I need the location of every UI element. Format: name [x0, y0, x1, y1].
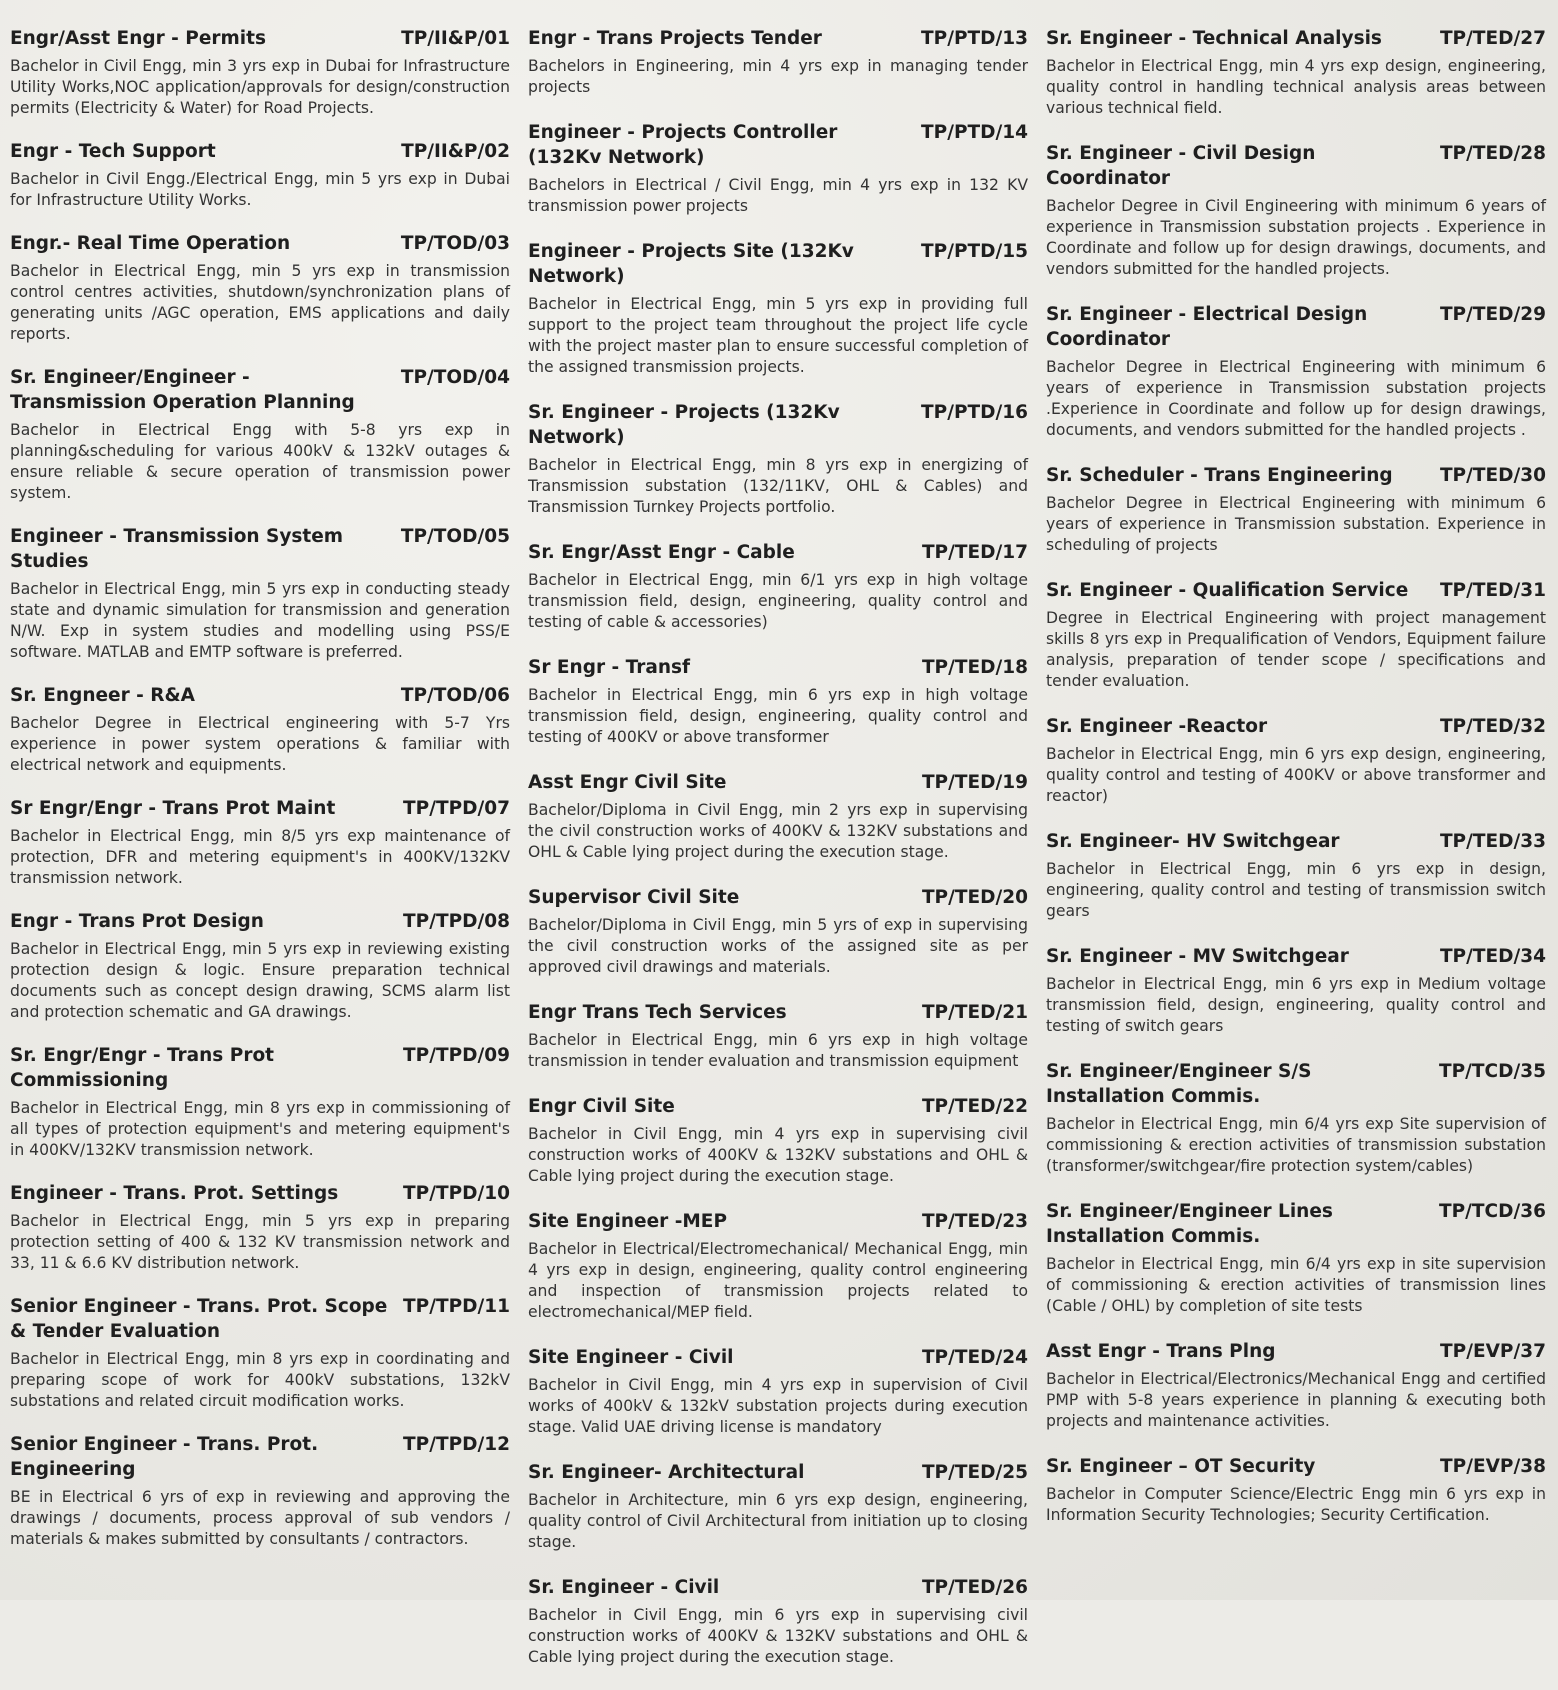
job-listing [10, 524, 510, 663]
job-title: Asst Engr Civil Site [528, 772, 727, 793]
job-description: Bachelor in Electrical Engg, min 5 yrs exp in reviewing existing protection design & logic. Ensure preparation technical documents such as concept design drawing, SCMS alarm list and protection schematic and GA drawings. [10, 940, 510, 1021]
job-description: Bachelor Degree in Civil Engineering with minimum 6 years of experience in Transmission substation projects . Experience in Coordinate and follow up for design drawings, documents, and vendors submitted for the handled projects. [1046, 197, 1546, 278]
job-title: Engr - Trans Prot Design [10, 911, 264, 932]
job-listing [1046, 26, 1546, 119]
job-code: TP/TPD/12 [403, 1434, 510, 1455]
job-header [528, 770, 1028, 795]
job-code: TP/TED/22 [921, 1096, 1028, 1117]
job-code: TP/TED/29 [1439, 304, 1546, 325]
job-listing [528, 120, 1028, 217]
job-code: TP/PTD/14 [921, 122, 1028, 143]
job-header [10, 365, 510, 415]
job-description: Bachelor in Civil Engg, min 3 yrs exp in Dubai for Infrastructure Utility Works,NOC application/approvals for design/construction permits (Electricity & Water) for Road Projects. [10, 57, 510, 117]
job-description: Bachelor Degree in Electrical engineering with 5-7 Yrs experience in power system operations & familiar with electrical network and equipments. [10, 714, 510, 774]
job-code: TP/TED/24 [921, 1347, 1028, 1368]
job-code: TP/TOD/04 [400, 367, 510, 388]
job-listing [528, 1094, 1028, 1187]
job-listing [10, 26, 510, 119]
job-description: Bachelors in Electrical / Civil Engg, min 4 yrs exp in 132 KV transmission power projects [528, 176, 1028, 215]
job-title: Sr. Engineer - Civil Design Coordinator [1046, 143, 1316, 189]
job-title: Sr. Engineer - Electrical Design Coordinator [1046, 304, 1368, 350]
job-listing [1046, 944, 1546, 1037]
job-title: Sr Engr - Transf [528, 657, 691, 678]
job-description: Bachelor in Electrical Engg, min 6 yrs exp in Medium voltage transmission field, design, engineering, quality control and testing of switch gears [1046, 975, 1546, 1035]
job-description: Bachelor in Electrical Engg, min 6/4 yrs exp in site supervision of commissioning & erection activities of transmission lines (Cable / OHL) by completion of site tests [1046, 1255, 1546, 1315]
job-listing [528, 885, 1028, 978]
job-description: Bachelor Degree in Electrical Engineering with minimum 6 years of experience in Transmission substation. Experience in scheduling of projects [1046, 494, 1546, 554]
job-title: Engr Trans Tech Services [528, 1002, 787, 1023]
job-header [528, 239, 1028, 289]
job-header [1046, 1339, 1546, 1364]
job-code: TP/TED/27 [1439, 28, 1546, 49]
job-code: TP/TED/28 [1439, 143, 1546, 164]
column-3 [1046, 26, 1546, 1690]
job-listing [528, 239, 1028, 378]
job-title: Engineer - Projects Site (132Kv Network) [528, 241, 854, 287]
job-listing [528, 1000, 1028, 1072]
job-header [528, 655, 1028, 680]
job-code: TP/II&P/02 [401, 141, 510, 162]
job-title: Sr. Engineer -Reactor [1046, 716, 1268, 737]
job-listing [528, 1345, 1028, 1438]
job-listing [10, 1432, 510, 1550]
job-header [528, 1000, 1028, 1025]
job-header [528, 400, 1028, 450]
job-title: Engineer - Projects Controller (132Kv Network) [528, 122, 838, 168]
job-title: Sr. Engr/Asst Engr - Cable [528, 542, 795, 563]
job-title: Sr. Engineer - Projects (132Kv Network) [528, 402, 840, 448]
job-title: Sr. Engineer- Architectural [528, 1462, 805, 1483]
job-description: Bachelor in Electrical Engg, min 8 yrs exp in energizing of Transmission substation (132/11KV, OHL & Cables) and Transmission Turnkey Projects portfolio. [528, 456, 1028, 516]
job-code: TP/TED/32 [1439, 716, 1546, 737]
job-header [1046, 26, 1546, 51]
job-description: Bachelor in Electrical Engg, min 4 yrs exp design, engineering, quality control in handling technical analysis areas between various technical field. [1046, 57, 1546, 117]
job-code: TP/EVP/38 [1440, 1456, 1546, 1477]
job-title: Sr. Engr/Engr - Trans Prot Commissioning [10, 1045, 274, 1091]
job-code: TP/TED/21 [921, 1002, 1028, 1023]
job-listing [10, 231, 510, 345]
job-description: Bachelor in Civil Engg, min 4 yrs exp in supervision of Civil works of 400kV & 132kV substation projects during execution stage. Valid UAE driving license is mandatory [528, 1376, 1028, 1436]
job-title: Engr - Trans Projects Tender [528, 28, 822, 49]
job-description: Bachelor in Computer Science/Electric Engg min 6 yrs exp in Information Security Technologies; Security Certification. [1046, 1485, 1546, 1524]
job-title: Site Engineer -MEP [528, 1211, 728, 1232]
job-code: TP/TPD/09 [403, 1045, 510, 1066]
job-code: TP/TCD/36 [1439, 1201, 1546, 1222]
job-description: Bachelor in Civil Engg./Electrical Engg, min 5 yrs exp in Dubai for Infrastructure Utility Works. [10, 170, 510, 209]
column-2 [528, 26, 1028, 1690]
job-description: Bachelor in Electrical Engg with 5-8 yrs exp in planning&scheduling for various 400kV & 132kV outages & ensure reliable & secure operation of transmission power system. [10, 421, 510, 502]
job-title: Sr. Engineer – OT Security [1046, 1456, 1316, 1477]
job-listing [528, 400, 1028, 518]
job-header [1046, 1059, 1546, 1109]
job-header [1046, 1454, 1546, 1479]
job-title: Sr. Engineer/Engineer Lines Installation Commis. [1046, 1201, 1333, 1247]
job-listing [528, 1209, 1028, 1323]
job-code: TP/TED/31 [1439, 580, 1546, 601]
job-header [1046, 463, 1546, 488]
job-description: Bachelors in Engineering, min 4 yrs exp in managing tender projects [528, 57, 1028, 96]
job-header [10, 231, 510, 256]
job-listing [1046, 829, 1546, 922]
job-title: Sr. Engineer - Technical Analysis [1046, 28, 1382, 49]
job-description: Bachelor in Electrical/Electromechanical/ Mechanical Engg, min 4 yrs exp in design, engineering, quality control engineering and inspection of transmission projects related to electromechanical/MEP field. [528, 1240, 1028, 1321]
job-title: Sr. Engineer - Civil [528, 1577, 720, 1598]
job-header [1046, 1199, 1546, 1249]
job-title: Engr/Asst Engr - Permits [10, 28, 266, 49]
job-code: TP/EVP/37 [1440, 1341, 1546, 1362]
job-listing [10, 1294, 510, 1412]
job-description: Bachelor in Electrical Engg, min 6 yrs exp in design, engineering, quality control and testing of transmission switch gears [1046, 860, 1546, 920]
job-code: TP/TED/17 [921, 542, 1028, 563]
job-code: TP/TOD/03 [400, 233, 510, 254]
job-listing [1046, 463, 1546, 556]
job-description: Bachelor/Diploma in Civil Engg, min 2 yrs exp in supervising the civil construction works of 400KV & 132KV substations and OHL & Cable lying project during the execution stage. [528, 801, 1028, 861]
job-title: Engr Civil Site [528, 1096, 675, 1117]
job-title: Asst Engr - Trans Plng [1046, 1341, 1276, 1362]
job-title: Sr. Engineer - MV Switchgear [1046, 946, 1349, 967]
job-description: Bachelor Degree in Electrical Engineering with minimum 6 years of experience in Transmission substation projects .Experience in Coordinate and follow up for design drawings, documents, and vendors submitted for the handled projects . [1046, 358, 1546, 439]
job-header [528, 120, 1028, 170]
job-header [528, 540, 1028, 565]
job-listing [528, 655, 1028, 748]
job-header [10, 524, 510, 574]
job-description: Bachelor in Electrical Engg, min 5 yrs exp in preparing protection setting of 400 & 132 KV transmission network and 33, 11 & 6.6 KV distribution network. [10, 1212, 510, 1272]
job-description: Bachelor in Electrical Engg, min 6 yrs exp in high voltage transmission field, design, engineering, quality control and testing of 400KV or above transformer [528, 686, 1028, 746]
job-header [528, 1460, 1028, 1485]
job-header [528, 1209, 1028, 1234]
job-code: TP/TOD/06 [400, 685, 510, 706]
job-header [10, 796, 510, 821]
job-header [10, 1294, 510, 1344]
job-description: Bachelor in Civil Engg, min 4 yrs exp in supervising civil construction works of 400KV & 132KV substations and OHL & Cable lying project during the execution stage. [528, 1125, 1028, 1185]
job-listing [1046, 1454, 1546, 1526]
job-description: Bachelor in Electrical Engg, min 6/4 yrs exp Site supervision of commissioning & erection activities of transmission substation (transformer/switchgear/fire protection system/cables) [1046, 1115, 1546, 1175]
job-title: Supervisor Civil Site [528, 887, 740, 908]
job-header [10, 1043, 510, 1093]
job-code: TP/PTD/16 [921, 402, 1028, 423]
job-code: TP/II&P/01 [401, 28, 510, 49]
job-title: Sr. Engineer/Engineer - Transmission Operation Planning [10, 367, 355, 413]
job-code: TP/TED/23 [921, 1211, 1028, 1232]
job-header [528, 26, 1028, 51]
job-title: Senior Engineer - Trans. Prot. Scope & Tender Evaluation [10, 1296, 388, 1342]
job-description: Bachelor in Electrical Engg, min 5 yrs exp in transmission control centres activities, shutdown/synchronization plans of generating units /AGC operation, EMS applications and daily reports. [10, 262, 510, 343]
job-header [528, 885, 1028, 910]
job-listing [1046, 302, 1546, 441]
job-header [1046, 578, 1546, 603]
job-listing [528, 540, 1028, 633]
job-title: Engineer - Transmission System Studies [10, 526, 344, 572]
job-header [1046, 829, 1546, 854]
job-listing [10, 365, 510, 504]
job-code: TP/TED/25 [921, 1462, 1028, 1483]
job-code: TP/TPD/08 [403, 911, 510, 932]
job-header [1046, 302, 1546, 352]
job-code: TP/TPD/10 [403, 1183, 510, 1204]
job-code: TP/TPD/07 [403, 798, 510, 819]
job-title: Engr.- Real Time Operation [10, 233, 291, 254]
job-description: Bachelor in Civil Engg, min 6 yrs exp in supervising civil construction works of 400KV & 132KV substations and OHL & Cable lying project during the execution stage. [528, 1606, 1028, 1666]
job-listing [528, 1575, 1028, 1668]
job-listing [1046, 1059, 1546, 1177]
job-description: BE in Electrical 6 yrs of exp in reviewing and approving the drawings / documents, process approval of sub vendors / materials & makes submitted by consultants / contractors. [10, 1488, 510, 1548]
job-code: TP/TED/33 [1439, 831, 1546, 852]
job-code: TP/TED/34 [1439, 946, 1546, 967]
job-listing [10, 796, 510, 889]
job-title: Sr. Engineer- HV Switchgear [1046, 831, 1340, 852]
job-header [1046, 714, 1546, 739]
job-header [528, 1575, 1028, 1600]
job-description: Bachelor in Electrical/Electronics/Mechanical Engg and certified PMP with 5-8 years experience in planning & executing both projects and maintenance activities. [1046, 1370, 1546, 1430]
job-description: Bachelor in Electrical Engg, min 5 yrs exp in conducting steady state and dynamic simulation for transmission and generation N/W. Exp in system studies and modelling using PSS/E software. MATLAB and EMTP software is preferred. [10, 580, 510, 661]
job-description: Degree in Electrical Engineering with project management skills 8 yrs exp in Prequalification of Vendors, Equipment failure analysis, preparation of tender scope / specifications and tender evaluation. [1046, 609, 1546, 690]
column-1 [10, 26, 510, 1690]
job-header [1046, 141, 1546, 191]
job-description: Bachelor/Diploma in Civil Engg, min 5 yrs of exp in supervising the civil construction works of the assigned site as per approved civil drawings and materials. [528, 916, 1028, 976]
job-listing [1046, 714, 1546, 807]
job-code: TP/TCD/35 [1439, 1061, 1546, 1082]
job-header [10, 139, 510, 164]
job-listing [528, 770, 1028, 863]
job-code: TP/TED/30 [1439, 465, 1546, 486]
job-description: Bachelor in Architecture, min 6 yrs exp design, engineering, quality control of Civil Architectural from initiation up to closing stage. [528, 1491, 1028, 1551]
job-code: TP/TED/18 [921, 657, 1028, 678]
job-header [10, 683, 510, 708]
job-header [10, 1181, 510, 1206]
job-code: TP/PTD/13 [921, 28, 1028, 49]
job-listing [10, 1043, 510, 1161]
job-header [1046, 944, 1546, 969]
job-header [10, 1432, 510, 1482]
job-title: Senior Engineer - Trans. Prot. Engineering [10, 1434, 319, 1480]
job-listing [1046, 578, 1546, 692]
job-header [528, 1345, 1028, 1370]
job-code: TP/TOD/05 [400, 526, 510, 547]
job-listing [528, 1460, 1028, 1553]
job-listing [10, 1181, 510, 1274]
job-listing [1046, 141, 1546, 280]
job-header [10, 26, 510, 51]
job-code: TP/TED/26 [921, 1577, 1028, 1598]
job-code: TP/TED/20 [921, 887, 1028, 908]
job-listing [10, 909, 510, 1023]
job-code: TP/TPD/11 [403, 1296, 510, 1317]
job-title: Sr. Scheduler - Trans Engineering [1046, 465, 1393, 486]
job-title: Site Engineer - Civil [528, 1347, 734, 1368]
job-listing [1046, 1339, 1546, 1432]
job-description: Bachelor in Electrical Engg, min 6/1 yrs exp in high voltage transmission field, design, engineering, quality control and testing of cable & accessories) [528, 571, 1028, 631]
job-listing [10, 683, 510, 776]
job-title: Sr. Engineer - Qualification Service [1046, 580, 1409, 601]
job-description: Bachelor in Electrical Engg, min 5 yrs exp in providing full support to the project team throughout the project life cycle with the project master plan to ensure successful completion of the assigned transmission projects. [528, 295, 1028, 376]
job-header [10, 909, 510, 934]
job-title: Sr. Engineer/Engineer S/S Installation Commis. [1046, 1061, 1312, 1107]
job-listing [1046, 1199, 1546, 1317]
job-listing [528, 26, 1028, 98]
job-description: Bachelor in Electrical Engg, min 6 yrs exp in high voltage transmission in tender evaluation and transmission equipment [528, 1031, 1028, 1070]
job-title: Sr. Engneer - R&A [10, 685, 195, 706]
job-title: Engr - Tech Support [10, 141, 216, 162]
job-code: TP/TED/19 [921, 772, 1028, 793]
job-code: TP/PTD/15 [921, 241, 1028, 262]
job-description: Bachelor in Electrical Engg, min 8 yrs exp in coordinating and preparing scope of work for 400kV substations, 132kV substations and related circuit modification works. [10, 1350, 510, 1410]
job-description: Bachelor in Electrical Engg, min 8 yrs exp in commissioning of all types of protection equipment's and metering equipment's in 400KV/132KV transmission network. [10, 1099, 510, 1159]
job-title: Sr Engr/Engr - Trans Prot Maint [10, 798, 336, 819]
job-listing [10, 139, 510, 211]
job-description: Bachelor in Electrical Engg, min 8/5 yrs exp maintenance of protection, DFR and metering equipment's in 400KV/132KV transmission network. [10, 827, 510, 887]
job-description: Bachelor in Electrical Engg, min 6 yrs exp design, engineering, quality control and testing of 400KV or above transformer and reactor) [1046, 745, 1546, 805]
job-header [528, 1094, 1028, 1119]
job-title: Engineer - Trans. Prot. Settings [10, 1183, 339, 1204]
